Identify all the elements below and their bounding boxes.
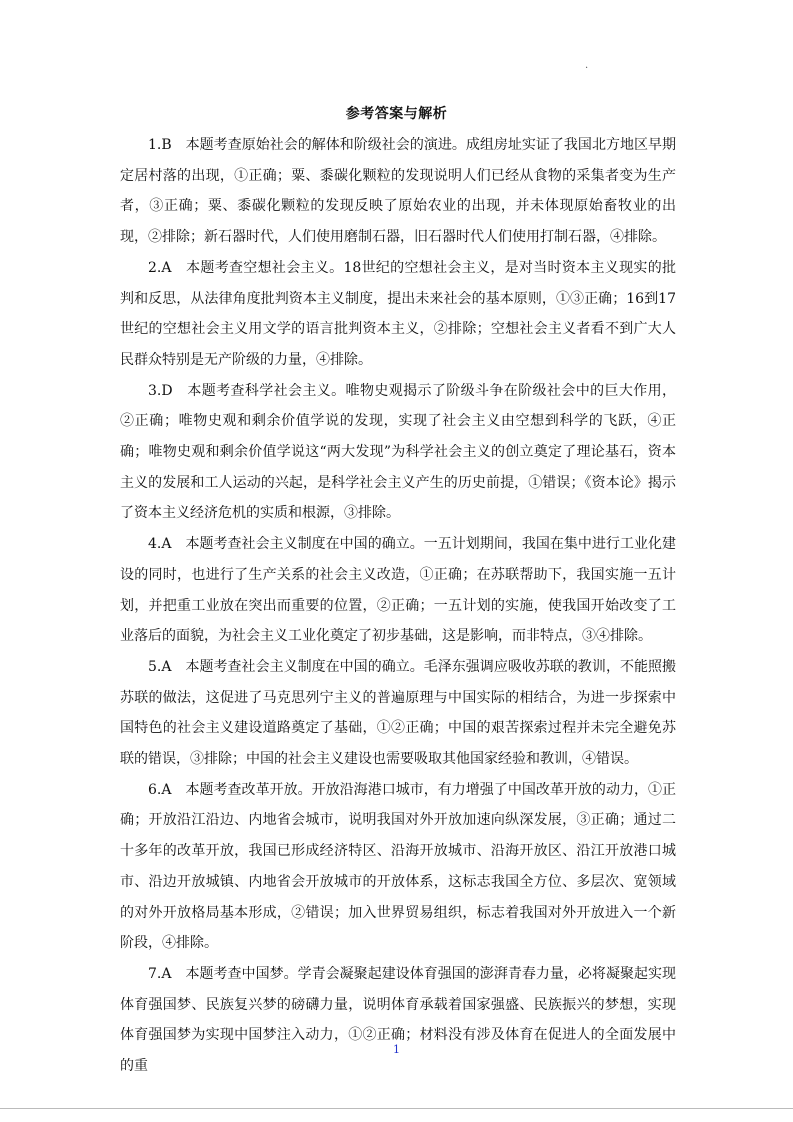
answer-paragraph: 2.A 本题考查空想社会主义。18世纪的空想社会主义，是对当时资本主义现实的批判和反思，从法律角度批判资本主义制度，提出未来社会的基本原则，①③正确；16到17世纪的空想社会主义用文学的语言批判资本主义，②排除；空想社会主义者看不到广大人民群众特别是无产阶级的力量，④排除。 [120,259,676,368]
answer-paragraph: 5.A 本题考查社会主义制度在中国的确立。毛泽东强调应吸收苏联的教训，不能照搬苏联的做法，这促进了马克思列宁主义的普遍原理与中国实际的相结合，为进一步探索中国特色的社会主义建设道路奠定了基础，①②正确；中国的艰苦探索过程并未完全避免苏联的错误，③排除；中国的社会主义建设也需要吸取其他国家经验和教训，④错误。 [120,658,676,768]
page-title: 参考答案与解析 [345,106,448,122]
corner-mark: . [585,60,589,71]
page-bottom-divider [0,1108,793,1109]
answer-paragraph: 6.A 本题考查改革开放。开放沿海港口城市，有力增强了中国改革开放的动力，①正确；开放沿江沿边、内地省会城市，说明我国对外开放加速向纵深发展，③正确；通过二十多年的改革开放，我国已形成经济特区、沿海开放城市、沿海开放区、沿江开放港口城市、沿边开放城镇、内地省会开放城市的开放体系，这标志我国全方位、多层次、宽领域的对外开放格局基本形成，②错误；加入世界贸易组织，标志着我国对外开放进入一个新阶段，④排除。 [120,781,676,952]
answer-paragraph: 1.B 本题考查原始社会的解体和阶级社会的演进。成组房址实证了我国北方地区早期定居村落的出现，①正确；粟、黍碳化颗粒的发现说明人们已经从食物的采集者变为生产者，③正确；粟、黍碳化颗粒的发现反映了原始农业的出现，并未体现原始畜牧业的出现，②排除；新石器时代，人们使用磨制石器，旧石器时代人们使用打制石器，④排除。 [120,137,676,246]
answer-paragraph: 4.A 本题考查社会主义制度在中国的确立。一五计划期间，我国在集中进行工业化建设的同时，也进行了生产关系的社会主义改造，①正确；在苏联帮助下，我国实施一五计划，并把重工业放在突出而重要的位置，②正确；一五计划的实施，使我国开始改变了工业落后的面貌，为社会主义工业化奠定了初步基础，这是影响，而非特点，③④排除。 [120,536,676,645]
answer-paragraph: 3.D 本题考查科学社会主义。唯物史观揭示了阶级斗争在阶级社会中的巨大作用，②正确；唯物史观和剩余价值学说的发现，实现了社会主义由空想到科学的飞跃，④正确；唯物史观和剩余价值学说这“两大发现”为科学社会主义的创立奠定了理论基石，资本主义的发展和工人运动的兴起，是科学社会主义产生的历史前提，①错误；《资本论》揭示了资本主义经济危机的实质和根源，③排除。 [120,382,676,522]
answer-paragraph: 7.A 本题考查中国梦。学青会凝聚起建设体育强国的澎湃青春力量，必将凝聚起实现体育强国梦、民族复兴梦的磅礴力量，说明体育承载着国家强盛、民族振兴的梦想，实现体育强国梦为实现中国梦注入动力，①②正确；材料没有涉及体育在促进人的全面发展中的重 [120,965,676,1075]
page-number: 1 [393,1043,400,1056]
answer-content [120,130,676,1082]
